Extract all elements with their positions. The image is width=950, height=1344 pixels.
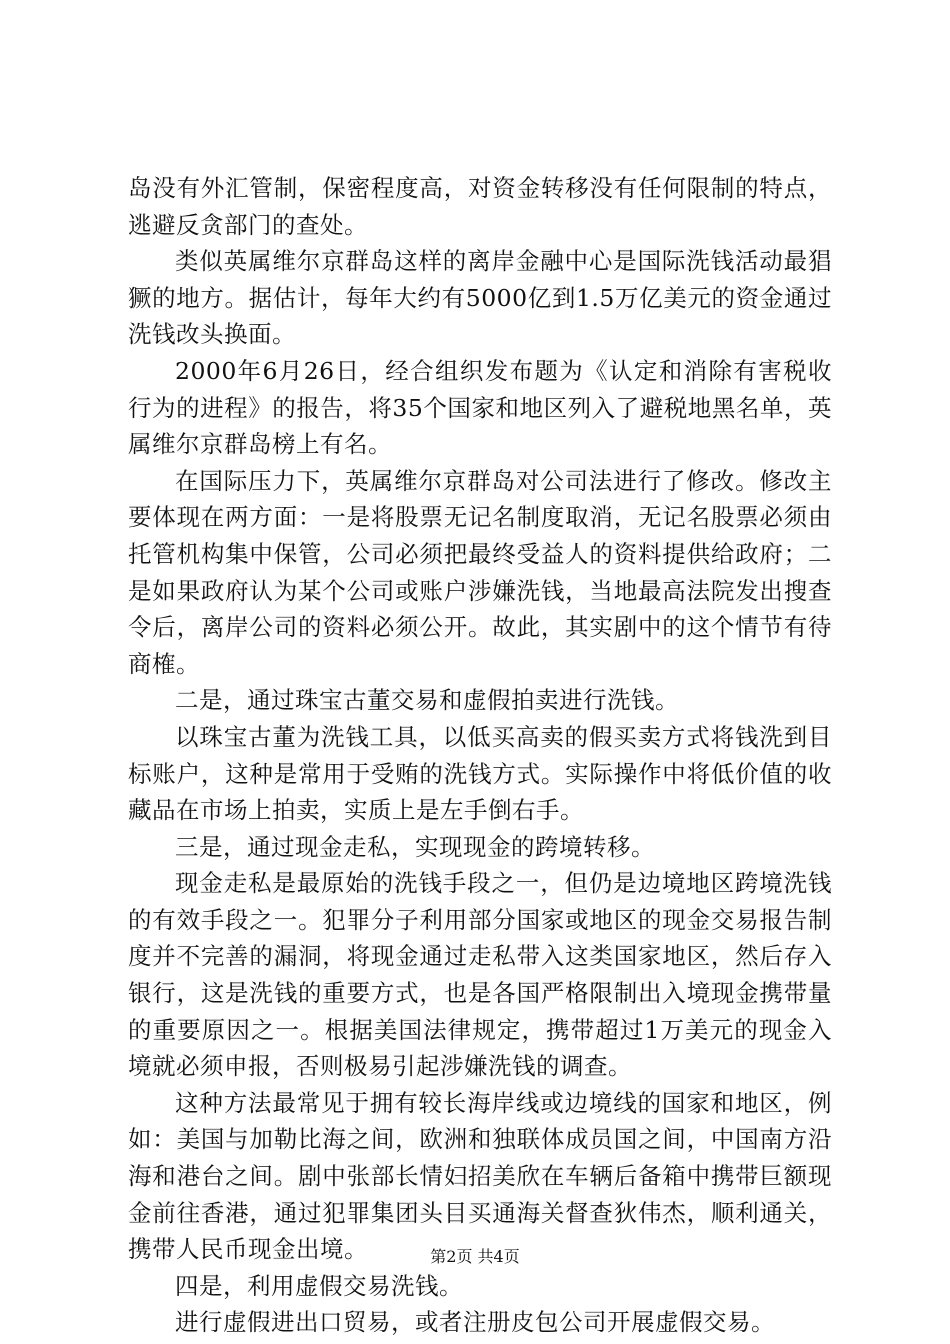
paragraph: 这种方法最常见于拥有较长海岸线或边境线的国家和地区，例如：美国与加勒比海之间，欧洲和独联体成员国之间，中国南方沿海和港台之间。剧中张部长情妇招美欣在车辆后备箱中携带巨额现金前往香港，通过犯罪集团头目买通海关督查狄伟杰，顺利通关，携带人民币现金出境。 — [128, 1088, 832, 1264]
paragraph: 岛没有外汇管制，保密程度高，对资金转移没有任何限制的特点，逃避反贪部门的查处。 — [128, 174, 832, 239]
section-heading: 三是，通过现金走私，实现现金的跨境转移。 — [175, 832, 655, 861]
document-body — [128, 170, 832, 1341]
page-footer: 第2页 共4页 — [430, 1247, 520, 1266]
paragraph: 2000年6月26日，经合组织发布题为《认定和消除有害税收行为的进程》的报告，将35个国家和地区列入了避税地黑名单，英属维尔京群岛榜上有名。 — [128, 356, 832, 459]
paragraph: 在国际压力下，英属维尔京群岛对公司法进行了修改。修改主要体现在两方面：一是将股票无记名制度取消，无记名股票必须由托管机构集中保管，公司必须把最终受益人的资料提供给政府；二是如果政府认为某个公司或账户涉嫌洗钱，当地最高法院发出搜查令后，离岸公司的资料必须公开。故此，其实剧中的这个情节有待商榷。 — [128, 466, 832, 678]
section-heading: 四是，利用虚假交易洗钱。 — [175, 1271, 463, 1300]
paragraph: 现金走私是最原始的洗钱手段之一，但仍是边境地区跨境洗钱的有效手段之一。犯罪分子利用部分国家或地区的现金交易报告制度并不完善的漏洞，将现金通过走私带入这类国家地区，然后存入银行，这是洗钱的重要方式，也是各国严格限制出入境现金携带量的重要原因之一。根据美国法律规定，携带超过1万美元的现金入境就必须申报，否则极易引起涉嫌洗钱的调查。 — [128, 869, 832, 1081]
paragraph: 以珠宝古董为洗钱工具，以低买高卖的假买卖方式将钱洗到目标账户，这种是常用于受贿的洗钱方式。实际操作中将低价值的收藏品在市场上拍卖，实质上是左手倒右手。 — [128, 722, 832, 825]
section-heading: 二是，通过珠宝古董交易和虚假拍卖进行洗钱。 — [175, 686, 679, 715]
paragraph: 进行虚假进出口贸易，或者注册皮包公司开展虚假交易。 — [175, 1308, 775, 1337]
paragraph: 类似英属维尔京群岛这样的离岸金融中心是国际洗钱活动最猖獗的地方。据估计，每年大约有5000亿到1.5万亿美元的资金通过洗钱改头换面。 — [128, 247, 832, 349]
